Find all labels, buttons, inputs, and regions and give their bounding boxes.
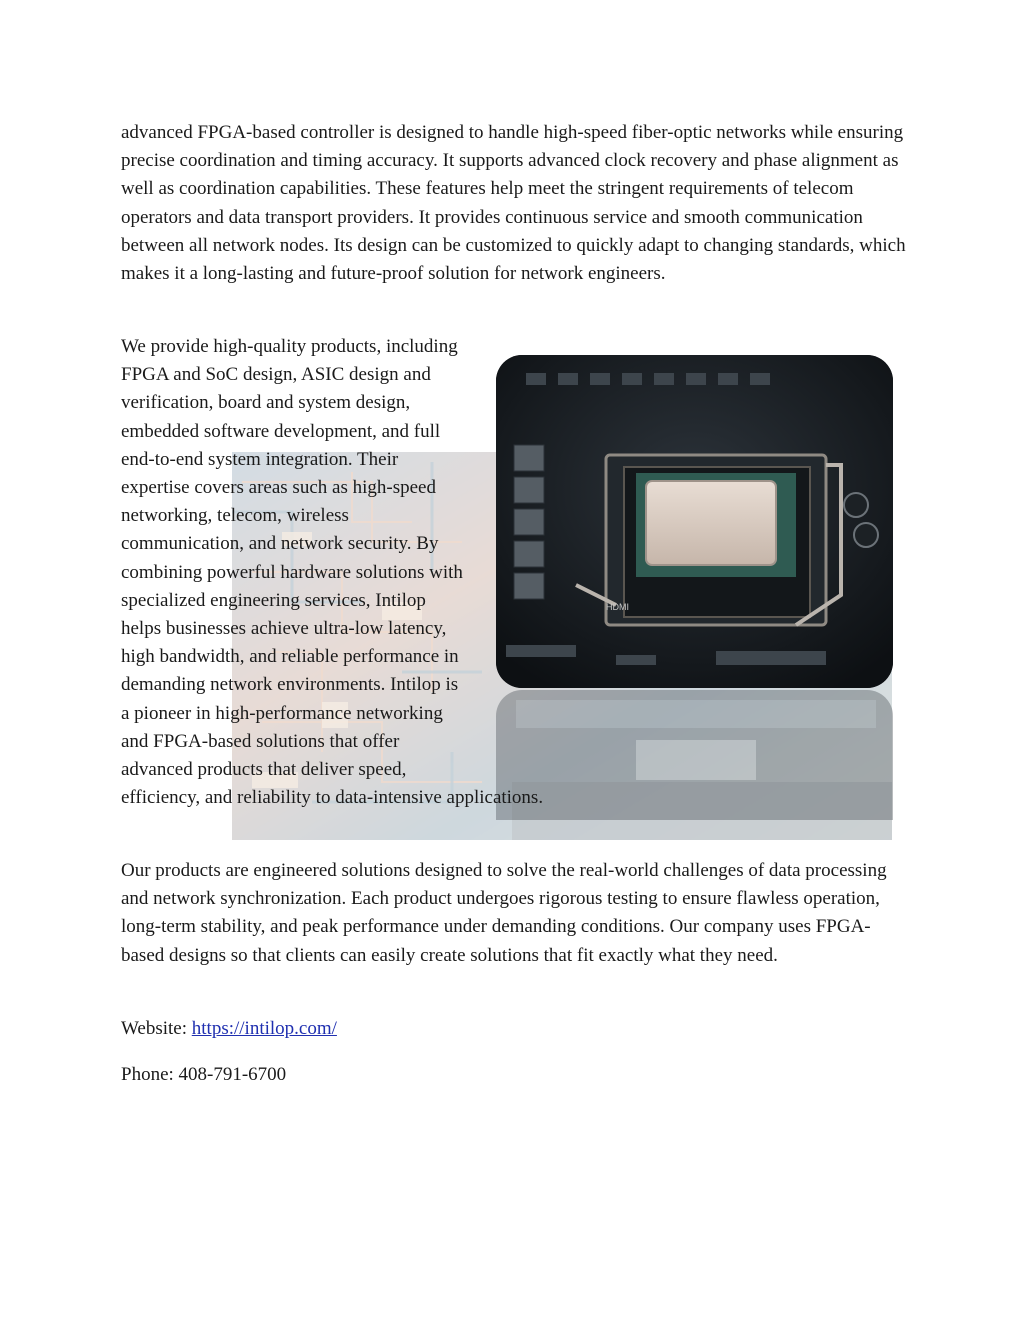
- phone-number: 408-791-6700: [178, 1064, 287, 1085]
- website-label: Website:: [121, 1018, 192, 1039]
- hdmi-label: HDMI: [606, 602, 629, 612]
- phone-line: [121, 1061, 911, 1089]
- paragraph-products: [121, 333, 896, 812]
- paragraph-controller: advanced FPGA-based controller is designed to handle high-speed fiber-optic networks while ensuring precise coordination and timing accuracy. It supports advanced clock recovery and phase alignment as well as coordination capabilities. These features help meet the stringent requirements of telecom operators and data transport providers. It provides continuous service and smooth communication between all network nodes. Its design can be customized to quickly adapt to changing standards, which makes it a long-lasting and future-proof solution for network engineers.: [121, 122, 906, 285]
- phone-label: Phone:: [121, 1064, 179, 1085]
- paragraph-engineering: Our products are engineered solutions designed to solve the real-world challenges of data processing and network synchronization. Each product undergoes rigorous testing to ensure flawless operation, long-term stability, and peak performance under demanding conditions. Our company uses FPGA-based designs so that clients can easily create solutions that fit exactly what they need.: [121, 860, 887, 966]
- paragraph-products-text: We provide high-quality products, including FPGA and SoC design, ASIC design and verification, board and system design, embedded software development, and full end-to-end system integration. Their expertise covers areas such as high-speed networking, telecom, wireless communication, and network security. By combining powerful hardware solutions with specialized engineering services, Intilop helps businesses achieve ultra-low latency, high bandwidth, and reliable performance in demanding network environments. Intilop is a pioneer in high-performance networking and FPGA-based solutions that offer advanced products that deliver speed, efficiency, and reliability to data-intensive applications.: [121, 336, 544, 809]
- website-link[interactable]: https://intilop.com/: [191, 1018, 337, 1039]
- image-wrap-spacer: [466, 333, 896, 765]
- website-line: [121, 1015, 911, 1043]
